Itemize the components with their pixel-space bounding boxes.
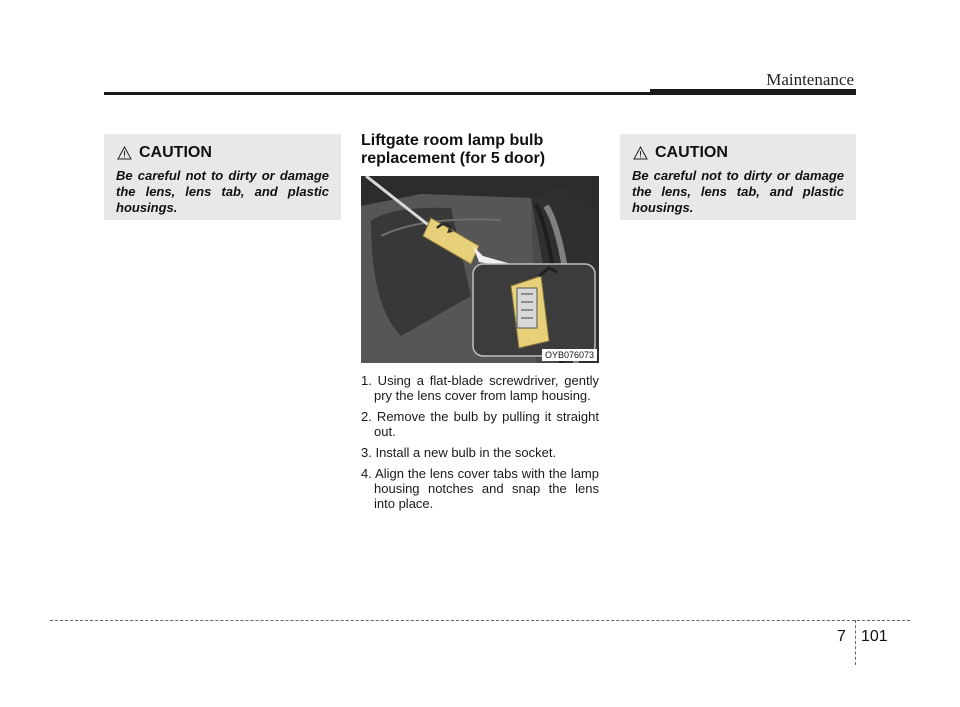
figure-code: OYB076073 — [542, 349, 597, 361]
step-item: 4. Align the lens cover tabs with the lamp housing notches and snap the lens into place. — [361, 466, 599, 511]
warning-triangle-icon — [633, 146, 648, 160]
caution-text: Be careful not to dirty or damage the lens, lens tab, and plastic housings. — [632, 168, 844, 215]
footer-rule — [50, 620, 910, 621]
liftgate-lamp-illustration — [361, 176, 599, 363]
caution-label: CAUTION — [139, 144, 212, 161]
header-rule-accent — [650, 89, 856, 95]
cargo-area-drawing — [361, 176, 599, 363]
caution-box-right — [620, 134, 856, 220]
page-number-divider — [855, 620, 856, 665]
procedure-title: Liftgate room lamp bulb replacement (for 5 door) — [361, 132, 546, 167]
step-item: 1. Using a flat-blade screwdriver, gently pry the lens cover from lamp housing. — [361, 373, 599, 403]
caution-text: Be careful not to dirty or damage the lens, lens tab, and plastic housings. — [116, 168, 329, 215]
caution-box-left — [104, 134, 341, 220]
warning-triangle-icon — [117, 146, 132, 160]
caution-label: CAUTION — [655, 144, 728, 161]
caution-heading — [633, 144, 844, 162]
section-title: Maintenance — [766, 70, 854, 89]
procedure-steps — [361, 373, 599, 517]
step-item: 3. Install a new bulb in the socket. — [361, 445, 557, 460]
page-number: 101 — [861, 628, 888, 645]
step-item: 2. Remove the bulb by pulling it straight out. — [361, 409, 599, 439]
caution-heading — [117, 144, 329, 162]
chapter-number: 7 — [837, 628, 846, 645]
